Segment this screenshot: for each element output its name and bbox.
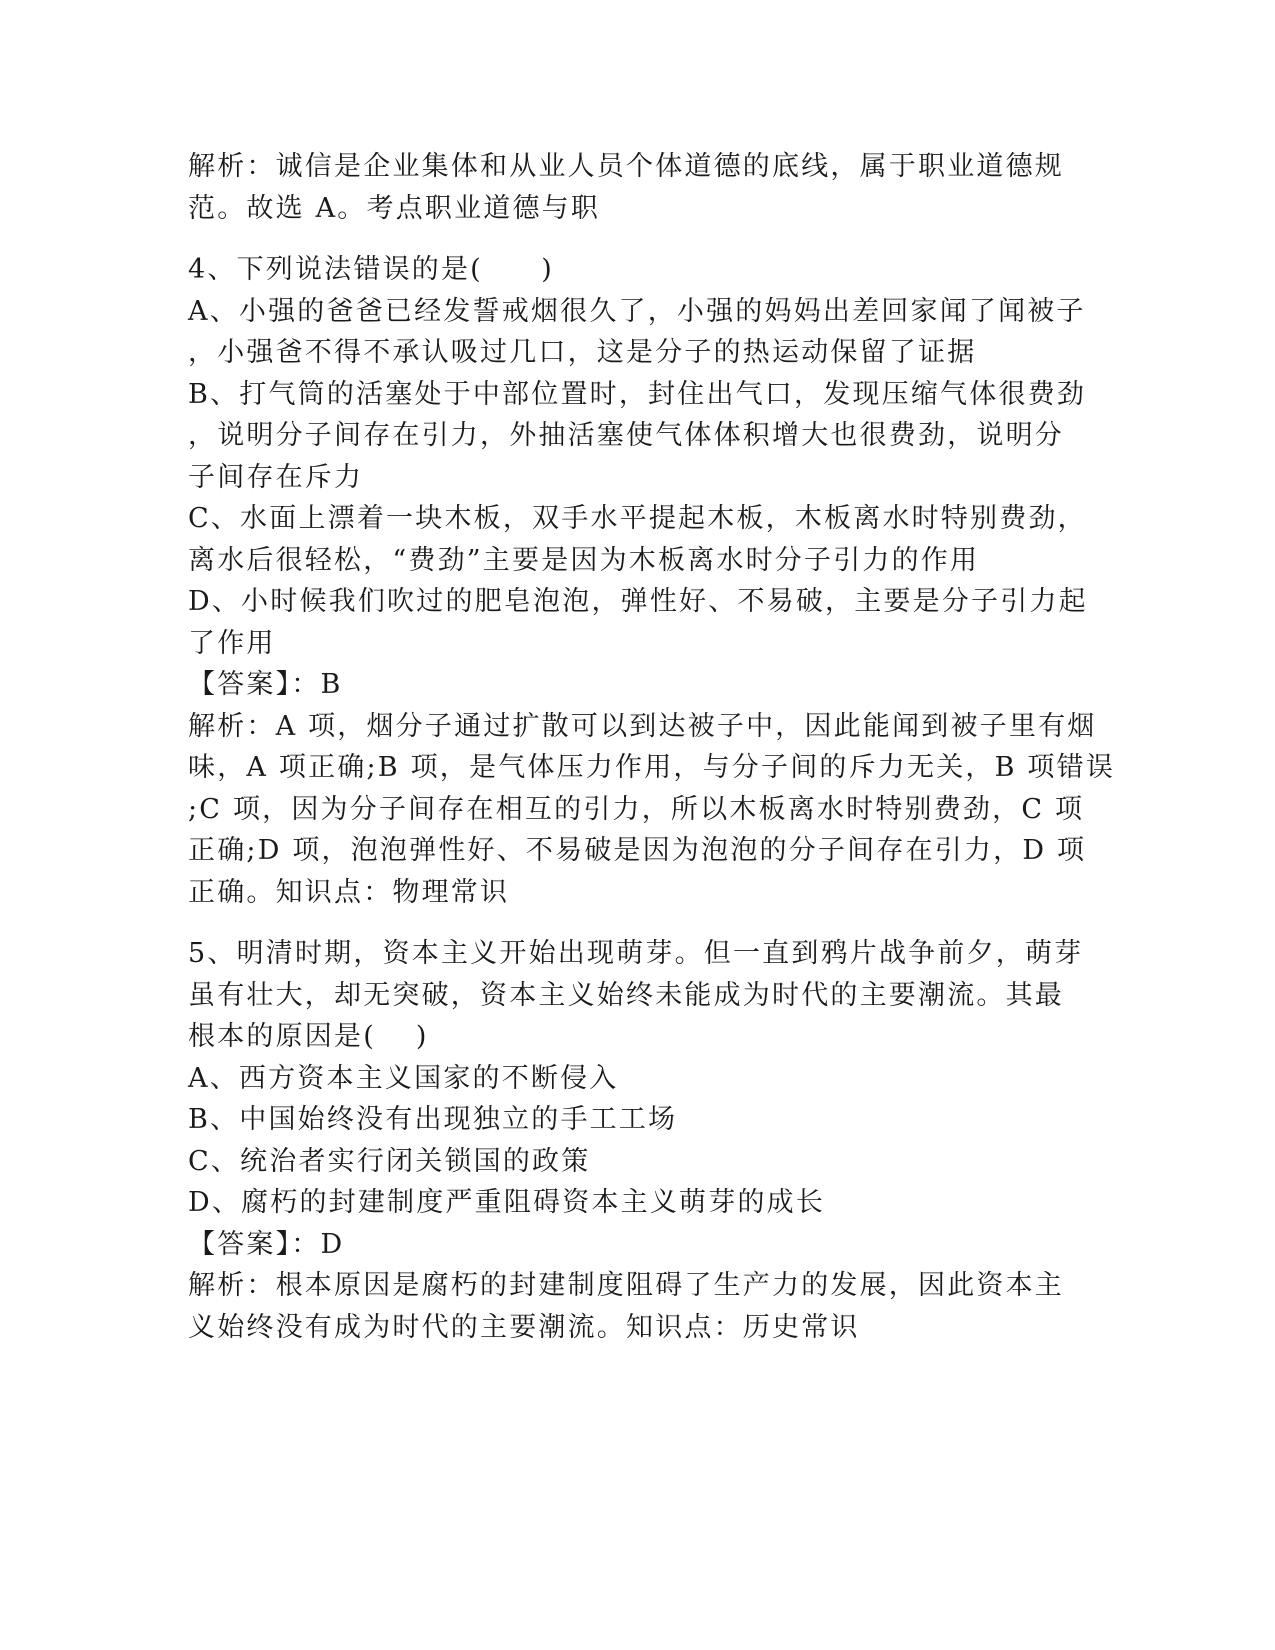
explanation-line: 解析：A 项，烟分子通过扩散可以到达被子中，因此能闻到被子里有烟 bbox=[188, 710, 1097, 742]
text-line: 范。故选 A。考点职业道德与职 bbox=[188, 192, 601, 224]
answer-line: 【答案】：D bbox=[188, 1228, 345, 1260]
option-d-cont: 了作用 bbox=[188, 627, 276, 659]
question-stem-cont: 根本的原因是( ) bbox=[188, 1021, 429, 1052]
question-stem-cont: 虽有壮大，却无突破，资本主义始终未能成为时代的主要潮流。其最 bbox=[188, 979, 1064, 1011]
block-question-4 bbox=[188, 249, 1116, 913]
paragraph-gap bbox=[188, 913, 1088, 933]
option-c-cont: 离水后很轻松，“费劲”主要是因为木板离水时分子引力的作用 bbox=[188, 544, 980, 576]
text-line: 解析：诚信是企业集体和从业人员个体道德的底线，属于职业道德规 bbox=[188, 151, 1064, 182]
explanation-line: ;C 项，因为分子间存在相互的引力，所以木板离水时特别费劲，C 项 bbox=[188, 793, 1085, 825]
answer-line: 【答案】：B bbox=[188, 669, 343, 700]
option-b-cont: 子间存在斥力 bbox=[188, 461, 364, 493]
option-b: B、中国始终没有出现独立的手工工场 bbox=[188, 1104, 678, 1135]
block-q3-explanation bbox=[188, 146, 1088, 229]
option-a: A、西方资本主义国家的不断侵入 bbox=[188, 1062, 619, 1094]
question-stem: 4、下列说法错误的是( ) bbox=[188, 254, 555, 285]
question-stem: 5、明清时期，资本主义开始出现萌芽。但一直到鸦片战争前夕，萌芽 bbox=[188, 938, 1084, 969]
explanation-line: 正确;D 项，泡泡弹性好、不易破是因为泡泡的分子间存在引力，D 项 bbox=[188, 835, 1087, 866]
option-a: A、小强的爸爸已经发誓戒烟很久了，小强的妈妈出差回家闻了闻被子 bbox=[188, 295, 1086, 327]
document-page bbox=[188, 146, 1116, 1348]
paragraph-gap bbox=[188, 229, 1088, 249]
option-d: D、腐朽的封建制度严重阻碍资本主义萌芽的成长 bbox=[188, 1187, 826, 1218]
explanation-line: 正确。知识点：物理常识 bbox=[188, 876, 510, 908]
option-b-cont: ，说明分子间存在引力，外抽活塞使气体体积增大也很费劲，说明分 bbox=[188, 420, 1064, 451]
option-c: C、统治者实行闭关锁国的政策 bbox=[188, 1145, 591, 1177]
option-c: C、水面上漂着一块木板，双手水平提起木板，木板离水时特别费劲， bbox=[188, 503, 1087, 534]
explanation-line: 义始终没有成为时代的主要潮流。知识点：历史常识 bbox=[188, 1311, 860, 1343]
explanation-line: 解析：根本原因是腐朽的封建制度阻碍了生产力的发展，因此资本主 bbox=[188, 1270, 1064, 1301]
option-a-cont: ，小强爸不得不承认吸过几口，这是分子的热运动保留了证据 bbox=[188, 337, 977, 368]
option-b: B、打气筒的活塞处于中部位置时，封住出气口，发现压缩气体很费劲 bbox=[188, 378, 1087, 410]
block-question-5 bbox=[188, 933, 1088, 1348]
option-d: D、小时候我们吹过的肥皂泡泡，弹性好、不易破，主要是分子引力起 bbox=[188, 586, 1088, 617]
explanation-line: 味，A 项正确;B 项，是气体压力作用，与分子间的斥力无关，B 项错误 bbox=[188, 752, 1116, 783]
